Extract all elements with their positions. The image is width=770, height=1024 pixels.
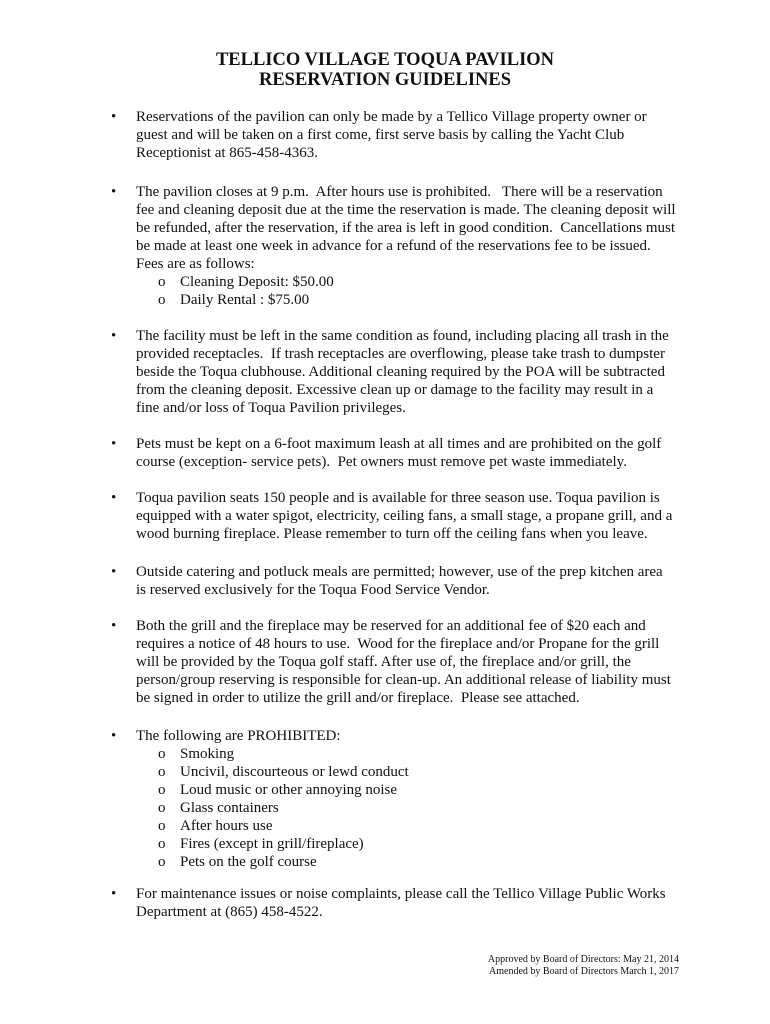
sub-bullet-marker: o bbox=[158, 782, 166, 798]
guideline-text-line: person/group reserving is responsible for clean-up. An additional release of liability must bbox=[136, 672, 671, 688]
sub-list-item bbox=[158, 291, 309, 309]
guideline-text-line: requires a notice of 48 hours to use. Wood for the fireplace and/or Propane for the grill bbox=[136, 636, 660, 652]
sub-bullet-marker: o bbox=[158, 746, 166, 762]
footer-amended: Amended by Board of Directors March 1, 2017 bbox=[489, 966, 679, 977]
guideline-text-line: be signed in order to utilize the grill and/or fireplace. Please see attached. bbox=[136, 690, 580, 706]
guideline-text-line: beside the Toqua clubhouse. Additional cleaning required by the POA will be subtracted bbox=[136, 364, 665, 380]
guideline-text-line: Both the grill and the fireplace may be reserved for an additional fee of $20 each and bbox=[136, 618, 646, 634]
guideline-text-line: wood burning fireplace. Please remember to turn off the ceiling fans when you leave. bbox=[136, 526, 648, 542]
document-title-line-2: RESERVATION GUIDELINES bbox=[258, 70, 512, 90]
guideline-text-line: Department at (865) 458-4522. bbox=[136, 904, 323, 920]
sub-list-item bbox=[158, 853, 317, 871]
sub-bullet-marker: o bbox=[158, 274, 166, 290]
sub-list-text: Cleaning Deposit: $50.00 bbox=[180, 274, 334, 290]
guideline-text-line: For maintenance issues or noise complaints, please call the Tellico Village Public Works bbox=[136, 886, 666, 902]
bullet-marker: • bbox=[111, 728, 117, 744]
guideline-text-line: Pets must be kept on a 6-foot maximum leash at all times and are prohibited on the golf bbox=[136, 436, 662, 452]
guideline-text-line: fee and cleaning deposit due at the time the reservation is made. The cleaning deposit will bbox=[136, 202, 676, 218]
sub-bullet-marker: o bbox=[158, 292, 166, 308]
guideline-text-line: Toqua pavilion seats 150 people and is available for three season use. Toqua pavilion is bbox=[136, 490, 660, 506]
bullet-marker: • bbox=[111, 436, 117, 452]
bullet-marker: • bbox=[111, 328, 117, 344]
sub-list-text: Glass containers bbox=[180, 800, 279, 816]
sub-bullet-marker: o bbox=[158, 854, 166, 870]
bullet-marker: • bbox=[111, 886, 117, 902]
guideline-text-line: course (exception- service pets). Pet owners must remove pet waste immediately. bbox=[136, 454, 627, 470]
footer-approved: Approved by Board of Directors: May 21, 2014 bbox=[487, 954, 679, 965]
sub-list-item bbox=[158, 745, 234, 763]
guideline-text-line: The facility must be left in the same condition as found, including placing all trash in the bbox=[136, 328, 669, 344]
sub-list-item bbox=[158, 273, 334, 291]
guideline-text-line: be made at least one week in advance for a refund of the reservations fee to be issued. bbox=[136, 238, 651, 254]
guideline-text-line: Fees are as follows: bbox=[136, 256, 255, 272]
sub-list-text: After hours use bbox=[180, 818, 273, 834]
sub-bullet-marker: o bbox=[158, 764, 166, 780]
guideline-text-line: guest and will be taken on a first come, first serve basis by calling the Yacht Club bbox=[136, 127, 625, 143]
sub-list-item bbox=[158, 835, 364, 853]
sub-list-text: Smoking bbox=[180, 746, 235, 762]
sub-list-item bbox=[158, 781, 397, 799]
guideline-text-line: fine and/or loss of Toqua Pavilion privileges. bbox=[136, 400, 406, 416]
guideline-text-line: Receptionist at 865-458-4363. bbox=[136, 145, 319, 161]
guideline-text-line: is reserved exclusively for the Toqua Food Service Vendor. bbox=[136, 582, 490, 598]
document-title-line-1: TELLICO VILLAGE TOQUA PAVILION bbox=[215, 50, 555, 70]
guideline-text-line: The following are PROHIBITED: bbox=[136, 728, 341, 744]
guideline-text-line: The pavilion closes at 9 p.m. After hours use is prohibited. There will be a reservation bbox=[136, 184, 663, 200]
guideline-text-line: be refunded, after the reservation, if the area is left in good condition. Cancellations must bbox=[136, 220, 675, 236]
sub-list-item bbox=[158, 763, 409, 781]
guideline-text-line: will be provided by the Toqua golf staff. After use of, the fireplace and/or grill, the bbox=[136, 654, 631, 670]
sub-list-text: Daily Rental : $75.00 bbox=[180, 292, 310, 308]
sub-list-text: Uncivil, discourteous or lewd conduct bbox=[180, 764, 409, 780]
bullet-marker: • bbox=[111, 490, 117, 506]
guideline-text-line: provided receptacles. If trash receptacles are overflowing, please take trash to dumpster bbox=[136, 346, 665, 362]
guideline-text-line: from the cleaning deposit. Excessive clean up or damage to the facility may result in a bbox=[136, 382, 654, 398]
sub-list-item bbox=[158, 799, 279, 817]
guideline-text-line: Outside catering and potluck meals are permitted; however, use of the prep kitchen area bbox=[136, 564, 663, 580]
sub-bullet-marker: o bbox=[158, 800, 166, 816]
sub-list-item bbox=[158, 817, 272, 835]
bullet-marker: • bbox=[111, 109, 117, 125]
bullet-marker: • bbox=[111, 184, 117, 200]
sub-list-text: Fires (except in grill/fireplace) bbox=[180, 836, 364, 852]
sub-bullet-marker: o bbox=[158, 818, 166, 834]
bullet-marker: • bbox=[111, 618, 117, 634]
sub-bullet-marker: o bbox=[158, 836, 166, 852]
sub-list-text: Loud music or other annoying noise bbox=[180, 782, 398, 798]
sub-list-text: Pets on the golf course bbox=[180, 854, 317, 870]
guideline-text-line: Reservations of the pavilion can only be made by a Tellico Village property owner or bbox=[136, 109, 647, 125]
guideline-text-line: equipped with a water spigot, electricity, ceiling fans, a small stage, a propane grill, and a bbox=[136, 508, 673, 524]
bullet-marker: • bbox=[111, 564, 117, 580]
